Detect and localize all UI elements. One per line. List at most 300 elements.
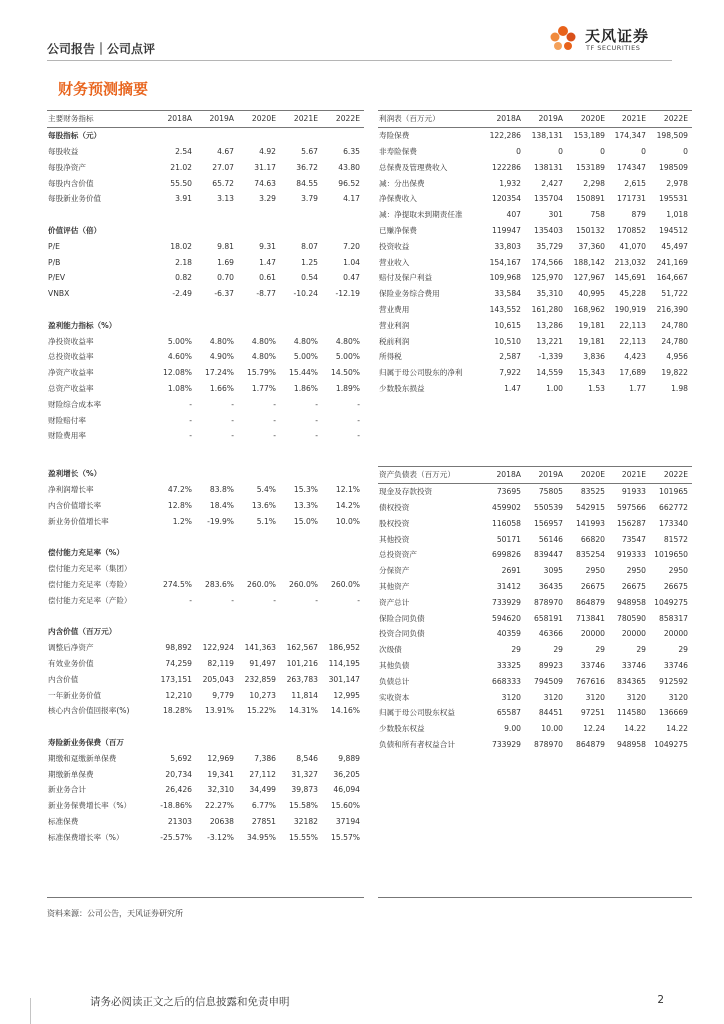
- value-cell: [238, 529, 280, 545]
- row-label: 保险合同负债: [379, 613, 425, 623]
- value-cell: 135403: [534, 225, 563, 235]
- value-cell: 4.80%: [209, 336, 234, 346]
- value-cell: 794509: [534, 676, 563, 686]
- table-row: [378, 175, 692, 191]
- section-row: [47, 735, 364, 751]
- value-cell: 12.08%: [163, 368, 192, 378]
- value-cell: 2950: [626, 566, 646, 576]
- value-cell: [322, 223, 364, 239]
- value-cell: [196, 545, 238, 561]
- row-label: 保险业务综合费用: [379, 289, 440, 299]
- value-cell: 12.24: [583, 724, 605, 734]
- value-cell: 11,814: [291, 690, 318, 700]
- value-cell: [280, 561, 322, 577]
- row-label: 其他负债: [379, 660, 410, 670]
- value-cell: 153189: [576, 162, 605, 172]
- row-label: 寿险保费: [379, 131, 410, 141]
- value-cell: 173340: [659, 518, 688, 528]
- value-cell: 26675: [663, 581, 688, 591]
- row-label: P/EV: [48, 273, 66, 283]
- value-cell: 5.67: [301, 146, 318, 156]
- value-cell: 74.63: [254, 178, 276, 188]
- value-cell: 27851: [251, 816, 276, 826]
- value-cell: 15.60%: [331, 801, 360, 811]
- value-cell: 3.13: [217, 194, 234, 204]
- value-cell: -: [231, 399, 234, 409]
- value-cell: 274.5%: [163, 579, 192, 589]
- value-cell: [238, 127, 280, 143]
- value-cell: -: [357, 399, 360, 409]
- value-cell: 26675: [580, 581, 605, 591]
- row-label: 少数股东损益: [379, 383, 425, 393]
- value-cell: 174,566: [531, 257, 563, 267]
- row-label: 标准保费: [48, 816, 79, 826]
- value-cell: [155, 302, 196, 318]
- value-cell: 32,310: [207, 785, 234, 795]
- value-cell: 15.3%: [293, 485, 318, 495]
- table-row: [47, 798, 364, 814]
- value-cell: 109,968: [489, 273, 521, 283]
- row-label: [47, 719, 155, 735]
- value-cell: 1.08%: [167, 383, 192, 393]
- value-cell: [196, 223, 238, 239]
- value-cell: 7,922: [499, 368, 521, 378]
- value-cell: [322, 302, 364, 318]
- company-logo: [545, 22, 670, 58]
- header-cell: 2019A: [196, 111, 238, 128]
- value-cell: 33,803: [494, 241, 521, 251]
- table-row: [378, 144, 692, 160]
- section-row: [47, 545, 364, 561]
- row-label: VNBX: [48, 289, 70, 299]
- value-cell: 668333: [492, 676, 521, 686]
- row-label: 归属于母公司股东的净利: [379, 368, 463, 378]
- value-cell: [280, 735, 322, 751]
- value-cell: 91,497: [249, 658, 276, 668]
- value-cell: 5.00%: [167, 336, 192, 346]
- logo-flower-icon: [545, 22, 581, 58]
- value-cell: -19.9%: [207, 516, 234, 526]
- value-cell: 12.1%: [335, 485, 360, 495]
- row-label: 财险综合成本率: [48, 399, 102, 409]
- value-cell: 3,836: [583, 352, 605, 362]
- table-row: [378, 658, 692, 674]
- row-label: 归属于母公司股东权益: [379, 708, 455, 718]
- row-label: 内含价值增长率: [48, 500, 102, 510]
- value-cell: 1.69: [217, 257, 234, 267]
- value-cell: 1049275: [654, 739, 688, 749]
- value-cell: 13.6%: [251, 500, 276, 510]
- row-label: 标准保费增长率（%）: [48, 832, 124, 842]
- value-cell: 2,427: [541, 178, 563, 188]
- row-label: 分保资产: [379, 566, 410, 576]
- value-cell: 260.0%: [247, 579, 276, 589]
- value-cell: 14.50%: [331, 368, 360, 378]
- value-cell: [322, 735, 364, 751]
- table-row: [378, 626, 692, 642]
- value-cell: 22,113: [619, 320, 646, 330]
- value-cell: 5.1%: [256, 516, 276, 526]
- balance-sheet-table: [378, 466, 692, 752]
- value-cell: 164,667: [656, 273, 688, 283]
- header-cell: 2020E: [238, 111, 280, 128]
- value-cell: 82,119: [207, 658, 234, 668]
- table-row: [47, 365, 364, 381]
- row-label: 核心内含价值回报率(%): [48, 706, 130, 716]
- value-cell: 145,691: [614, 273, 646, 283]
- value-cell: -: [357, 415, 360, 425]
- value-cell: 2.54: [175, 146, 192, 156]
- value-cell: [322, 466, 364, 482]
- value-cell: [238, 466, 280, 482]
- value-cell: 5.4%: [256, 485, 276, 495]
- row-label: 总保费及管理费收入: [379, 162, 448, 172]
- value-cell: 34,499: [249, 785, 276, 795]
- value-cell: 9,779: [212, 690, 234, 700]
- value-cell: 136669: [659, 708, 688, 718]
- value-cell: 14.22: [666, 724, 688, 734]
- value-cell: 32182: [293, 816, 318, 826]
- table-row: [47, 529, 364, 545]
- value-cell: [238, 608, 280, 624]
- value-cell: 839447: [534, 550, 563, 560]
- logo-name: 天风证券: [585, 27, 650, 45]
- row-label: 实收资本: [379, 692, 410, 702]
- table-row: [378, 333, 692, 349]
- row-label: 负债总计: [379, 676, 410, 686]
- value-cell: 301: [548, 210, 563, 220]
- header-cell: 主要财务指标: [47, 111, 155, 128]
- table-row: [47, 159, 364, 175]
- value-cell: 198509: [659, 162, 688, 172]
- value-cell: 5,692: [170, 753, 192, 763]
- table-row: [47, 428, 364, 444]
- value-cell: -8.77: [256, 289, 276, 299]
- value-cell: 150891: [576, 194, 605, 204]
- value-cell: [155, 624, 196, 640]
- value-cell: 758: [590, 210, 605, 220]
- header-cell: 2018A: [484, 111, 525, 128]
- row-label: 非寿险保费: [379, 146, 417, 156]
- value-cell: 174347: [617, 162, 646, 172]
- value-cell: [238, 624, 280, 640]
- value-cell: 14,559: [536, 368, 563, 378]
- value-cell: 12.8%: [167, 500, 192, 510]
- value-cell: 213,032: [614, 257, 646, 267]
- section-title: 财务预测摘要: [58, 80, 149, 98]
- value-cell: -18.86%: [160, 801, 192, 811]
- row-label: 财险赔付率: [48, 415, 86, 425]
- value-cell: 1.47: [259, 257, 276, 267]
- header-cell: 利润表（百万元）: [378, 111, 484, 128]
- value-cell: 2691: [501, 566, 521, 576]
- value-cell: 10,615: [494, 320, 521, 330]
- value-cell: 36.72: [296, 162, 318, 172]
- row-label: 偿付能力充足率（集团）: [48, 564, 132, 574]
- value-cell: 9,889: [338, 753, 360, 763]
- value-cell: 43.80: [338, 162, 360, 172]
- value-cell: 15.0%: [293, 516, 318, 526]
- value-cell: 116058: [492, 518, 521, 528]
- table-row: [47, 482, 364, 498]
- row-label: 期缴新单保费: [48, 769, 94, 779]
- table-row: [47, 703, 364, 719]
- value-cell: 190,919: [614, 304, 646, 314]
- disclaimer-text: 请务必阅读正文之后的信息披露和免责申明: [90, 996, 290, 1008]
- value-cell: -: [315, 431, 318, 441]
- row-label: P/E: [48, 241, 60, 251]
- value-cell: 33746: [663, 660, 688, 670]
- row-label: 其他资产: [379, 581, 410, 591]
- value-cell: 156287: [617, 518, 646, 528]
- value-cell: [322, 529, 364, 545]
- value-cell: 2950: [668, 566, 688, 576]
- row-label: 少数股东权益: [379, 724, 425, 734]
- value-cell: 4.17: [343, 194, 360, 204]
- table-row: [378, 365, 692, 381]
- row-label: 盈利增长（%）: [48, 469, 102, 479]
- value-cell: -: [357, 431, 360, 441]
- table-row: [378, 515, 692, 531]
- value-cell: [238, 545, 280, 561]
- value-cell: -25.57%: [160, 832, 192, 842]
- value-cell: 767616: [576, 676, 605, 686]
- row-label: 每股内含价值: [48, 178, 94, 188]
- value-cell: 20638: [209, 816, 234, 826]
- value-cell: 19,181: [578, 320, 605, 330]
- row-label: 营业费用: [379, 304, 410, 314]
- value-cell: -: [231, 595, 234, 605]
- value-cell: 40359: [496, 629, 521, 639]
- value-cell: -1,339: [538, 352, 563, 362]
- footer-left-bar: [30, 998, 31, 1024]
- value-cell: 0: [558, 146, 563, 156]
- value-cell: 2.18: [175, 257, 192, 267]
- value-cell: 3120: [668, 692, 688, 702]
- value-cell: 18.28%: [163, 706, 192, 716]
- header-cell: 2021E: [280, 111, 322, 128]
- table-row: [47, 814, 364, 830]
- value-cell: 14.31%: [289, 706, 318, 716]
- value-cell: 120354: [492, 194, 521, 204]
- value-cell: 2,978: [666, 178, 688, 188]
- table-row: [378, 254, 692, 270]
- value-cell: 15,343: [578, 368, 605, 378]
- value-cell: 114,195: [328, 658, 360, 668]
- row-label: [47, 302, 155, 318]
- value-cell: [155, 545, 196, 561]
- table-row: [378, 579, 692, 595]
- value-cell: [322, 207, 364, 223]
- row-label: 现金及存款投资: [379, 487, 433, 497]
- value-cell: -10.24: [293, 289, 318, 299]
- value-cell: 20000: [621, 629, 646, 639]
- row-label: 每股新业务价值: [48, 194, 102, 204]
- value-cell: 14.16%: [331, 706, 360, 716]
- value-cell: [280, 466, 322, 482]
- value-cell: -: [273, 399, 276, 409]
- row-label: 次级债: [379, 645, 402, 655]
- value-cell: 1,932: [499, 178, 521, 188]
- value-cell: 27,112: [249, 769, 276, 779]
- header-cell: 2021E: [609, 111, 650, 128]
- value-cell: 36,205: [333, 769, 360, 779]
- value-cell: 0.54: [301, 273, 318, 283]
- value-cell: 75805: [538, 487, 563, 497]
- row-label: 营业利润: [379, 320, 410, 330]
- value-cell: 10.00: [541, 724, 563, 734]
- value-cell: [196, 302, 238, 318]
- value-cell: [238, 207, 280, 223]
- value-cell: 101965: [659, 487, 688, 497]
- value-cell: 33325: [496, 660, 521, 670]
- table-row: [378, 381, 692, 397]
- table-row: [378, 127, 692, 143]
- value-cell: [322, 608, 364, 624]
- value-cell: 780590: [617, 613, 646, 623]
- value-cell: 186,952: [328, 643, 360, 653]
- value-cell: 9.31: [259, 241, 276, 251]
- value-cell: 19,181: [578, 336, 605, 346]
- value-cell: 301,147: [328, 674, 360, 684]
- value-cell: 21.02: [170, 162, 192, 172]
- value-cell: [322, 317, 364, 333]
- row-label: 盈利能力指标（%）: [48, 320, 117, 330]
- value-cell: 4.67: [217, 146, 234, 156]
- table-row: [378, 563, 692, 579]
- value-cell: [196, 735, 238, 751]
- value-cell: 0.70: [217, 273, 234, 283]
- row-label: 净保费收入: [379, 194, 417, 204]
- value-cell: 33746: [580, 660, 605, 670]
- row-label: 调整后净资产: [48, 643, 94, 653]
- row-label: 资产总计: [379, 597, 410, 607]
- value-cell: 0: [641, 146, 646, 156]
- value-cell: 3120: [501, 692, 521, 702]
- value-cell: 699826: [492, 550, 521, 560]
- value-cell: 127,967: [573, 273, 605, 283]
- row-label: 偿付能力充足率（产险）: [48, 595, 132, 605]
- value-cell: 21303: [167, 816, 192, 826]
- value-cell: 4.90%: [209, 352, 234, 362]
- value-cell: 864879: [576, 597, 605, 607]
- value-cell: 162,567: [286, 643, 318, 653]
- row-label: 偿付能力充足率（%）: [48, 548, 124, 558]
- value-cell: 66820: [580, 534, 605, 544]
- value-cell: [280, 624, 322, 640]
- value-cell: 73547: [621, 534, 646, 544]
- value-cell: -12.19: [335, 289, 360, 299]
- page-number: 2: [657, 994, 664, 1006]
- value-cell: [155, 317, 196, 333]
- value-cell: [155, 719, 196, 735]
- value-cell: 232,859: [244, 674, 276, 684]
- value-cell: 98,892: [165, 643, 192, 653]
- row-label: 每股收益: [48, 146, 79, 156]
- table-row: [47, 782, 364, 798]
- value-cell: [196, 317, 238, 333]
- row-label: [47, 608, 155, 624]
- value-cell: 51,722: [661, 289, 688, 299]
- value-cell: [280, 127, 322, 143]
- value-cell: 0: [516, 146, 521, 156]
- value-cell: [280, 608, 322, 624]
- value-cell: 65.72: [212, 178, 234, 188]
- value-cell: 2,587: [499, 352, 521, 362]
- header-cell: 2019A: [525, 111, 567, 128]
- value-cell: 29: [636, 645, 646, 655]
- value-cell: -: [273, 415, 276, 425]
- table-row: [47, 671, 364, 687]
- value-cell: 1.25: [301, 257, 318, 267]
- value-cell: 24,780: [661, 336, 688, 346]
- value-cell: 7.20: [343, 241, 360, 251]
- value-cell: 74,259: [165, 658, 192, 668]
- value-cell: 4.80%: [251, 352, 276, 362]
- value-cell: 1.2%: [172, 516, 192, 526]
- table-row: [47, 498, 364, 514]
- table-row: [378, 238, 692, 254]
- value-cell: 9.00: [504, 724, 521, 734]
- row-label: 净利润增长率: [48, 485, 94, 495]
- row-label: 其他投资: [379, 534, 410, 544]
- value-cell: [196, 719, 238, 735]
- value-cell: 174,347: [614, 131, 646, 141]
- value-cell: 22,113: [619, 336, 646, 346]
- value-cell: 3.91: [175, 194, 192, 204]
- value-cell: 0.47: [343, 273, 360, 283]
- value-cell: 4.80%: [293, 336, 318, 346]
- value-cell: 138,131: [531, 131, 563, 141]
- row-label: 投资合同负债: [379, 629, 425, 639]
- value-cell: 3095: [543, 566, 563, 576]
- table-row: [47, 191, 364, 207]
- header-cell: 资产负债表（百万元）: [378, 467, 484, 484]
- value-cell: 31,327: [291, 769, 318, 779]
- value-cell: [196, 561, 238, 577]
- value-cell: 15.55%: [289, 832, 318, 842]
- value-cell: [155, 223, 196, 239]
- value-cell: 6.35: [343, 146, 360, 156]
- row-label: 每股净资产: [48, 162, 86, 172]
- value-cell: 1.04: [343, 257, 360, 267]
- value-cell: 5.00%: [293, 352, 318, 362]
- section-row: [47, 317, 364, 333]
- table-bottom-rule-right: [378, 897, 692, 898]
- value-cell: 858317: [659, 613, 688, 623]
- value-cell: 260.0%: [331, 579, 360, 589]
- row-label: 减：净提取未到期责任准: [379, 210, 463, 220]
- value-cell: 45,228: [619, 289, 646, 299]
- row-label: 期缴和趸缴新单保费: [48, 753, 117, 763]
- value-cell: [322, 561, 364, 577]
- table-row: [378, 207, 692, 223]
- value-cell: 141993: [576, 518, 605, 528]
- value-cell: 459902: [492, 502, 521, 512]
- value-cell: 5.00%: [335, 352, 360, 362]
- table-row: [47, 144, 364, 160]
- value-cell: [155, 127, 196, 143]
- value-cell: 19,341: [207, 769, 234, 779]
- value-cell: 36435: [538, 581, 563, 591]
- row-label: 偿付能力充足率（寿险）: [48, 579, 132, 589]
- value-cell: -: [273, 431, 276, 441]
- value-cell: 89923: [538, 660, 563, 670]
- value-cell: 33,584: [494, 289, 521, 299]
- value-cell: 50171: [496, 534, 521, 544]
- value-cell: 138131: [534, 162, 563, 172]
- value-cell: 1.77%: [251, 383, 276, 393]
